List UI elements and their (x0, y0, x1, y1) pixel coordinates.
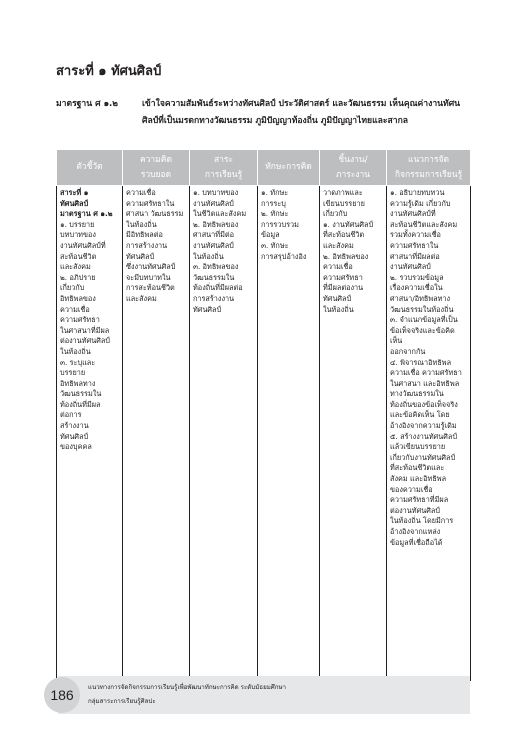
cell-activity: ๑. อธิบายทบทวน ความรู้เดิม เกี่ยวกับ งานทัศนศิลป์ที่ สะท้อนชีวิตและสังคม รวมทั้งความเชื่อ ความศรัทธาใน ศาสนาที่มีผลต่อ งานทัศนศิลป์ ๒. รวบรวมข้อมูล เรื่องความเชื่อใน ศาสนา/อิทธิพลทาง วัฒนธรรมในท้องถิ่น ๓. จำแนกข้อมูลที่เป็น ข้อเท็จจริงและข้อคิดเห็น ออกจากกัน ๔. พิจารณาอิทธิพล ความเชื่อ ความศรัทธา ในศาสนา และอิทธิพล ทางวัฒนธรรมใน ท้องถิ่นของข้อเท็จจริง และข้อคิดเห็น โดย อ้างอิงจากความรู้เดิม ๕. สร้างงานทัศนศิลป์ แล้วเขียนบรรยาย เกี่ยวกับงานทัศนศิลป์ ที่สะท้อนชีวิตและ สังคม และอิทธิพล ของความเชื่อ ความศรัทธาที่มีผล ต่องานทัศนศิลป์ ในท้องถิ่น โดยมีการ อ้างอิงจากแหล่ง ข้อมูลที่เชื่อถือได้ (387, 186, 471, 681)
cell-indicator (57, 186, 123, 681)
indicator-list: ๑. บรรยาย บทบาทของ งานทัศนศิลป์ที่ สะท้อนชีวิต และสังคม ๒. อภิปราย เกี่ยวกับ อิทธิพลของ ความเชื่อ ความศรัทธา ในศาสนาที่มีผล ต่องานทัศนศิลป์ ในท้องถิ่น ๓. ระบุและ บรรยาย อิทธิพลทาง วัฒนธรรมใน ท้องถิ่นที่มีผล ต่อการ สร้างงาน ทัศนศิลป์ ของบุคคล (60, 219, 110, 452)
footer-book-title: แนวทางการจัดกิจกรรมการเรียนรู้เพื่อพัฒนาทักษะการคิด ระดับมัธยมศึกษา (88, 684, 287, 691)
col-header-thinking-skill: ทักษะการคิด (258, 150, 320, 186)
standard-text: เข้าใจความสัมพันธ์ระหว่างทัศนศิลป์ ประวัติศาสตร์ และวัฒนธรรม เห็นคุณค่างานทัศนศิลป์ที่เป็นมรดกทางวัฒนธรรม ภูมิปัญญาท้องถิ่น ภูมิปัญญาไทยและสากล (142, 99, 461, 126)
cell-thinking-skill: ๑. ทักษะ การระบุ ๒. ทักษะ การรวบรวม ข้อมูล ๓. ทักษะ การสรุปอ้างอิง (258, 186, 320, 681)
col-header-activity: แนวการจัด กิจกรรมการเรียนรู้ (387, 150, 471, 186)
col-header-concept: ความคิด รวบยอด (123, 150, 190, 186)
cell-concept: ความเชื่อ ความศรัทธาใน ศาสนา วัฒนธรรม ในท้องถิ่น มีอิทธิพลต่อ การสร้างงาน ทัศนศิลป์ ซึ่งงานทัศนศิลป์ จะมีบทบาทใน การสะท้อนชีวิต และสังคม (123, 186, 190, 681)
standard-label: มาตรฐาน ศ ๑.๒ (56, 99, 118, 109)
section-heading: สาระที่ ๑ ทัศนศิลป์ (56, 64, 162, 79)
page-number: 186 (44, 677, 80, 713)
table-header-row (57, 150, 471, 186)
cell-content: ๑. บทบาทของ งานทัศนศิลป์ ในชีวิตและสังคม ๒. อิทธิพลของ ศาสนาที่มีต่อ งานทัศนศิลป์ ในท้องถิ่น ๓. อิทธิพลของ วัฒนธรรมใน ท้องถิ่นที่มีผลต่อ การสร้างงาน ทัศนศิลป์ (190, 186, 258, 681)
col-header-task: ชิ้นงาน/ ภาระงาน (320, 150, 387, 186)
table-row (57, 186, 471, 681)
col-header-content: สาระ การเรียนรู้ (190, 150, 258, 186)
col-header-indicator: ตัวชี้วัด (57, 150, 123, 186)
cell-task: วาดภาพและ เขียนบรรยาย เกี่ยวกับ ๑. งานทัศนศิลป์ ที่สะท้อนชีวิต และสังคม ๒. อิทธิพลของ ความเชื่อ ความศรัทธา ที่มีผลต่องาน ทัศนศิลป์ ในท้องถิ่น (320, 186, 387, 681)
indicator-heading: สาระที่ ๑ ทัศนศิลป์ มาตรฐาน ศ ๑.๒ (60, 188, 113, 219)
footer-bar (58, 676, 470, 714)
indicator-table (56, 149, 471, 681)
footer-subject: กลุ่มสาระการเรียนรู้ศิลปะ (88, 698, 156, 705)
